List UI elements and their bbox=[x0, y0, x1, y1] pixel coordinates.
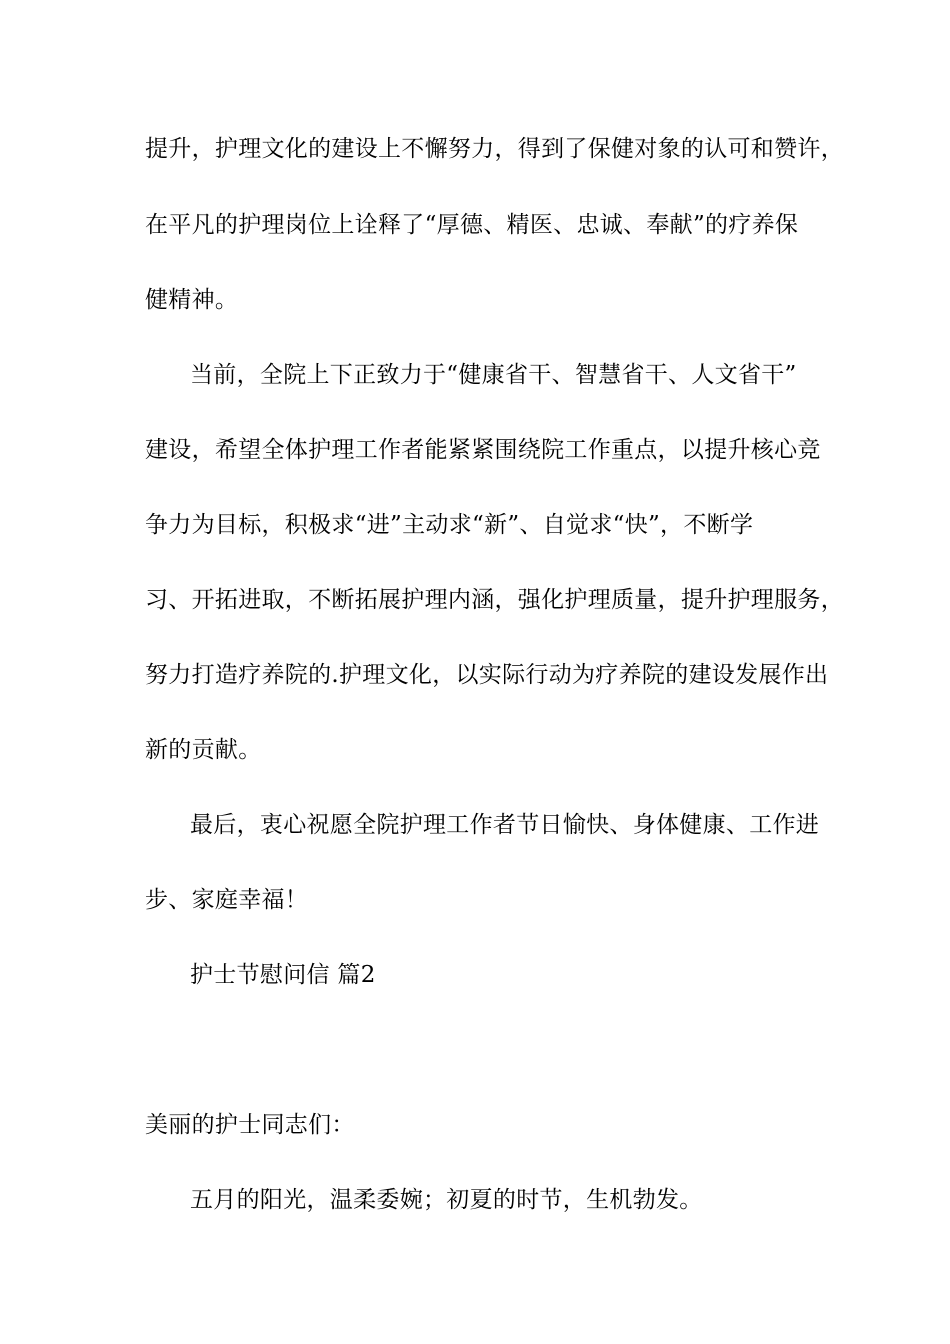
paragraph-line: 新的贡献。 bbox=[145, 737, 262, 763]
salutation: 美丽的护士同志们： bbox=[145, 1112, 355, 1138]
paragraph-line: 五月的阳光，温柔委婉；初夏的时节，生机勃发。 bbox=[190, 1187, 703, 1213]
paragraph-line: 最后，衷心祝愿全院护理工作者节日愉快、身体健康、工作进 bbox=[190, 812, 820, 838]
paragraph-line: 习、开拓进取，不断拓展护理内涵，强化护理质量，提升护理服务， bbox=[145, 587, 844, 613]
paragraph-line: 努力打造疗养院的.护理文化，以实际行动为疗养院的建设发展作出 bbox=[145, 662, 829, 688]
paragraph-line: 当前，全院上下正致力于“健康省干、智慧省干、人文省干” bbox=[190, 362, 797, 388]
paragraph-line: 健精神。 bbox=[145, 287, 239, 313]
section-heading: 护士节慰问信 篇2 bbox=[190, 962, 376, 988]
paragraph-line: 建设，希望全体护理工作者能紧紧围绕院工作重点，以提升核心竞 bbox=[145, 437, 821, 463]
paragraph-line: 争力为目标，积极求“进”主动求“新”、自觉求“快”，不断学 bbox=[145, 512, 754, 538]
paragraph-line: 步、家庭幸福！ bbox=[145, 887, 309, 913]
paragraph-line: 在平凡的护理岗位上诠释了“厚德、精医、忠诚、奉献”的疗养保 bbox=[145, 212, 799, 238]
paragraph-line: 提升，护理文化的建设上不懈努力，得到了保健对象的认可和赞许， bbox=[145, 136, 844, 162]
